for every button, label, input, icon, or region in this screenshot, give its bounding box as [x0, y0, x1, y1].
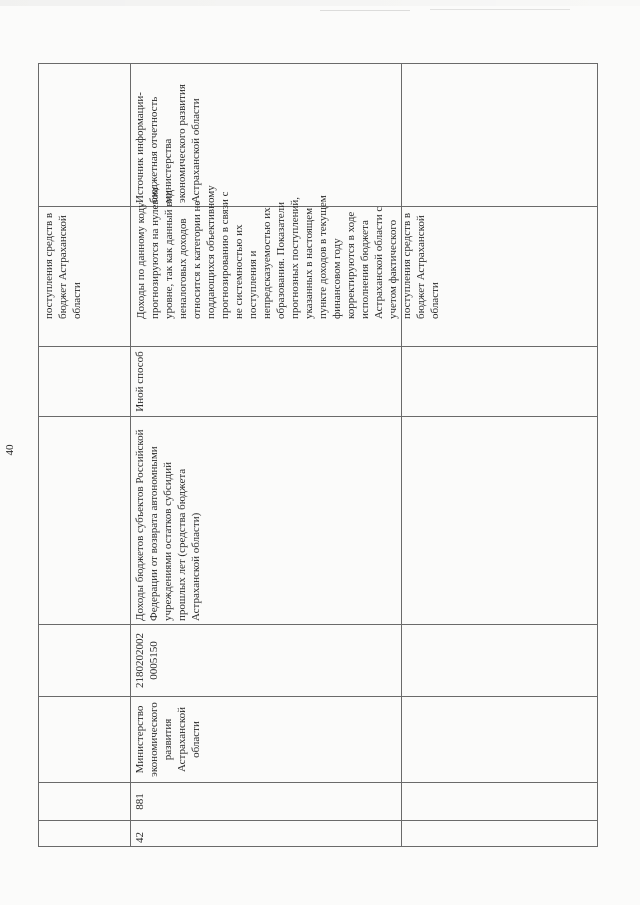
- forecast-description: Доходы по данному коду прогнозируются на нулевом уровне, так как данный вид неналоговых доходов относится к категории не поддающихся объективному прогнозированию в связи с не системностью их поступления и непредсказуемостью их образования. Показатели прогнозных поступлений, указанных в настоящем пункте доходов в текущем финансовом году корректируются в ходе исполнения бюджета Астраханской области с учетом фактического поступления средств в бюджет Астраханской области: [135, 185, 441, 319]
- calculation-method: Иной способ: [131, 347, 402, 417]
- admin-name: Министерство экономического развития Астраханской области: [131, 697, 402, 783]
- previous-text: поступления средств в бюджет Астраханской области: [43, 212, 83, 319]
- revenue-name: Доходы бюджетов субъектов Российской Федерации от возврата автономными учреждениями остатков субсидий прошлых лет (средства бюджета Астраханской области): [131, 417, 402, 625]
- classification-code: 2180202002 0005150: [131, 625, 402, 697]
- page-number: 40: [4, 444, 16, 456]
- admin-code: 881: [131, 783, 402, 821]
- row-number: 42: [131, 821, 402, 847]
- source-info: Источник информации-бюджетная отчетность министерства экономического развития Астраханской области: [131, 64, 402, 207]
